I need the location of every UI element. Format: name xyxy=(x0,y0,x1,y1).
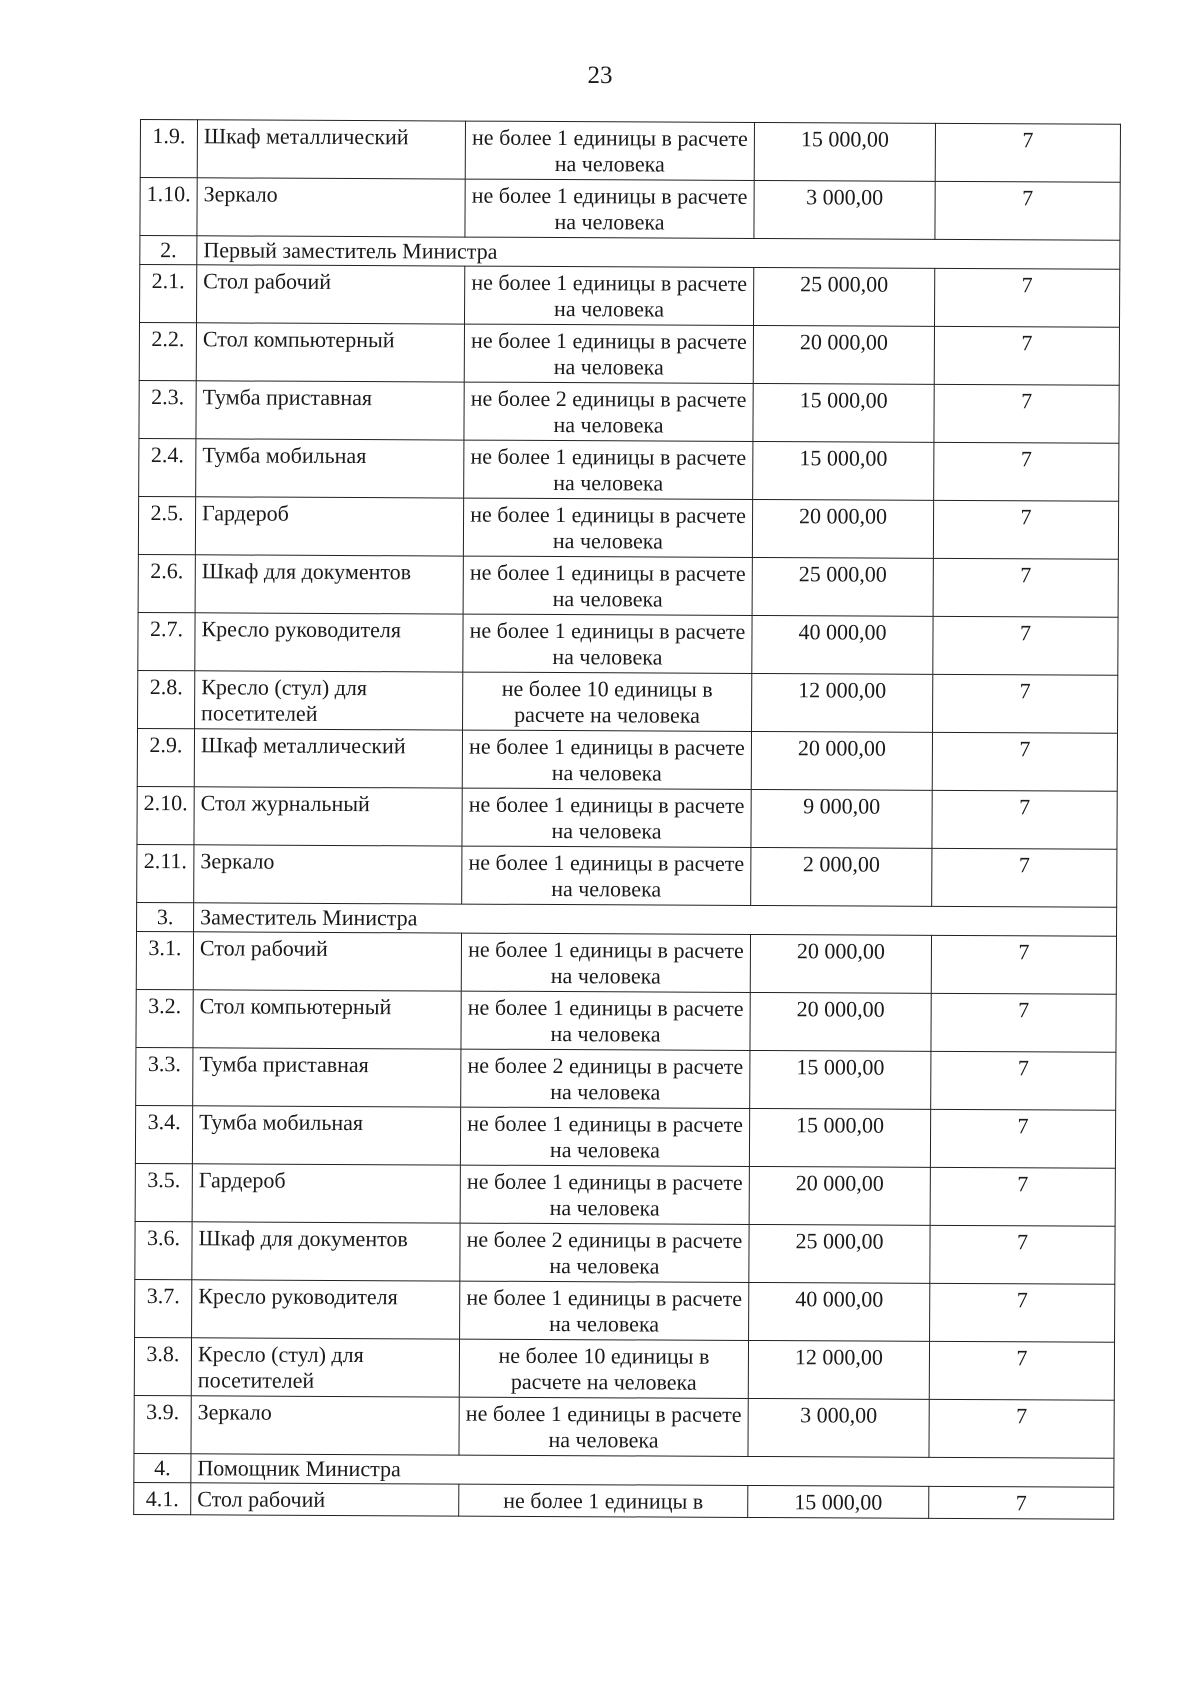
quantity-norm-cell: не более 1 единицы в расчете на человека xyxy=(459,1397,748,1456)
service-life-cell: 7 xyxy=(932,732,1117,791)
section-row xyxy=(134,1453,1114,1487)
service-life-cell: 7 xyxy=(935,123,1120,182)
row-number-cell: 3.4. xyxy=(135,1105,192,1163)
row-number-cell: 1.9. xyxy=(140,120,197,178)
table-row xyxy=(137,786,1117,849)
item-name-cell: Кресло руководителя xyxy=(192,1280,460,1339)
price-cell: 9 000,00 xyxy=(751,789,932,848)
table-row xyxy=(138,612,1118,675)
table-row xyxy=(135,1163,1115,1226)
row-number-cell: 3.5. xyxy=(135,1163,192,1221)
service-life-cell: 7 xyxy=(934,326,1119,385)
price-cell: 15 000,00 xyxy=(749,1108,930,1167)
row-number-cell: 2.2. xyxy=(139,323,196,381)
price-cell: 20 000,00 xyxy=(749,1166,930,1225)
row-number-cell: 2.4. xyxy=(139,438,196,496)
item-name-cell: Тумба мобильная xyxy=(192,1106,460,1165)
price-cell: 25 000,00 xyxy=(752,557,933,616)
row-number-cell: 3.8. xyxy=(134,1337,191,1395)
item-name-cell: Шкаф для документов xyxy=(192,1222,460,1281)
row-number-cell: 2.6. xyxy=(138,554,195,612)
section-title-cell: Помощник Министра xyxy=(191,1454,1114,1488)
table-row xyxy=(138,670,1118,733)
table-row xyxy=(138,554,1118,617)
row-number-cell: 2.9. xyxy=(137,728,194,786)
price-cell: 12 000,00 xyxy=(748,1340,929,1399)
service-life-cell: 7 xyxy=(931,935,1116,994)
quantity-norm-cell: не более 10 единицы в расчете на человека xyxy=(463,672,752,731)
service-life-cell: 7 xyxy=(934,442,1119,501)
quantity-norm-cell: не более 1 единицы в расчете на человека xyxy=(463,556,752,615)
row-number-cell: 2.7. xyxy=(138,612,195,670)
quantity-norm-cell: не более 1 единицы в расчете на человека xyxy=(465,266,754,325)
quantity-norm-cell: не более 1 единицы в расчете на человека xyxy=(461,991,750,1050)
price-cell: 3 000,00 xyxy=(754,181,935,240)
quantity-norm-cell: не более 1 единицы в расчете на человека xyxy=(465,121,754,180)
quantity-norm-cell: не более 1 единицы в расчете на человека xyxy=(461,933,750,992)
service-life-cell: 7 xyxy=(931,1051,1116,1110)
price-cell: 25 000,00 xyxy=(753,268,934,327)
quantity-norm-cell: не более 2 единицы в расчете на человека xyxy=(461,1049,750,1108)
row-number-cell: 2.10. xyxy=(137,786,194,844)
row-number-cell: 2.5. xyxy=(138,496,195,554)
service-life-cell: 7 xyxy=(933,616,1118,675)
item-name-cell: Шкаф металлический xyxy=(197,120,465,179)
row-number-cell: 3.6. xyxy=(135,1221,192,1279)
table-row xyxy=(140,265,1120,328)
row-number-cell: 2.1. xyxy=(140,265,197,323)
section-title-cell: Заместитель Министра xyxy=(194,903,1117,937)
row-number-cell: 2.8. xyxy=(138,670,195,728)
item-name-cell: Кресло руководителя xyxy=(195,613,463,672)
service-life-cell: 7 xyxy=(932,848,1117,907)
section-row xyxy=(137,902,1117,936)
price-cell: 12 000,00 xyxy=(752,673,933,732)
table-row xyxy=(136,931,1116,994)
item-name-cell: Гардероб xyxy=(192,1164,460,1223)
item-name-cell: Стол компьютерный xyxy=(193,990,461,1049)
service-life-cell: 7 xyxy=(934,268,1119,327)
service-life-cell: 7 xyxy=(930,1109,1115,1168)
quantity-norm-cell: не более 1 единицы в расчете на человека xyxy=(462,846,751,905)
price-cell: 3 000,00 xyxy=(748,1398,929,1457)
service-life-cell: 7 xyxy=(930,1225,1115,1284)
table-row xyxy=(137,728,1117,791)
page-number: 23 xyxy=(587,62,613,89)
price-cell: 15 000,00 xyxy=(753,441,934,500)
table-row xyxy=(136,989,1116,1052)
furniture-norms-table xyxy=(133,119,1121,1520)
service-life-cell: 7 xyxy=(930,1167,1115,1226)
price-cell: 20 000,00 xyxy=(753,326,934,385)
quantity-norm-cell: не более 1 единицы в xyxy=(459,1484,748,1517)
table-row xyxy=(138,496,1118,559)
table-row xyxy=(134,1337,1114,1400)
price-cell: 15 000,00 xyxy=(754,123,935,182)
row-number-cell: 3.7. xyxy=(135,1279,192,1337)
quantity-norm-cell: не более 1 единицы в расчете на человека xyxy=(464,440,753,499)
item-name-cell: Стол журнальный xyxy=(194,787,462,846)
service-life-cell: 7 xyxy=(932,790,1117,849)
row-number-cell: 4.1. xyxy=(134,1482,191,1514)
quantity-norm-cell: не более 1 единицы в расчете на человека xyxy=(463,498,752,557)
service-life-cell: 7 xyxy=(931,993,1116,1052)
table-row xyxy=(134,1482,1114,1519)
quantity-norm-cell: не более 1 единицы в расчете на человека xyxy=(462,730,751,789)
item-name-cell: Зеркало xyxy=(197,178,465,237)
quantity-norm-cell: не более 1 единицы в расчете на человека xyxy=(460,1107,749,1166)
service-life-cell: 7 xyxy=(930,1283,1115,1342)
table-body xyxy=(134,120,1121,1520)
quantity-norm-cell: не более 2 единицы в расчете на человека xyxy=(460,1223,749,1282)
table-row xyxy=(139,380,1119,443)
table-row xyxy=(139,438,1119,501)
item-name-cell: Шкаф металлический xyxy=(194,729,462,788)
table-row xyxy=(140,120,1120,183)
table-row xyxy=(139,323,1119,386)
service-life-cell: 7 xyxy=(929,1341,1114,1400)
item-name-cell: Кресло (стул) для посетителей xyxy=(191,1338,459,1397)
quantity-norm-cell: не более 1 единицы в расчете на человека xyxy=(463,614,752,673)
row-number-cell: 3.9. xyxy=(134,1395,191,1453)
quantity-norm-cell: не более 1 единицы в расчете на человека xyxy=(460,1165,749,1224)
table-row xyxy=(137,844,1117,907)
price-cell: 15 000,00 xyxy=(753,383,934,442)
item-name-cell: Стол компьютерный xyxy=(196,323,464,382)
item-name-cell: Зеркало xyxy=(191,1396,459,1455)
section-title-cell: Первый заместитель Министра xyxy=(197,236,1120,270)
quantity-norm-cell: не более 10 единицы в расчете на человека xyxy=(459,1339,748,1398)
table-row xyxy=(135,1221,1115,1284)
row-number-cell: 2.3. xyxy=(139,380,196,438)
service-life-cell: 7 xyxy=(935,181,1120,240)
quantity-norm-cell: не более 1 единицы в расчете на человека xyxy=(460,1281,749,1340)
item-name-cell: Стол рабочий xyxy=(193,932,461,991)
price-cell: 40 000,00 xyxy=(752,615,933,674)
service-life-cell: 7 xyxy=(933,500,1118,559)
row-number-cell: 2.11. xyxy=(137,844,194,902)
row-number-cell: 3.3. xyxy=(136,1047,193,1105)
price-cell: 20 000,00 xyxy=(750,992,931,1051)
item-name-cell: Тумба мобильная xyxy=(196,439,464,498)
quantity-norm-cell: не более 1 единицы в расчете на человека xyxy=(462,788,751,847)
row-number-cell: 4. xyxy=(134,1453,191,1482)
price-cell: 15 000,00 xyxy=(750,1050,931,1109)
item-name-cell: Тумба приставная xyxy=(193,1048,461,1107)
service-life-cell: 7 xyxy=(933,674,1118,733)
item-name-cell: Стол рабочий xyxy=(191,1483,459,1516)
price-cell: 15 000,00 xyxy=(748,1485,929,1518)
quantity-norm-cell: не более 2 единицы в расчете на человека xyxy=(464,382,753,441)
item-name-cell: Стол рабочий xyxy=(197,265,465,324)
price-cell: 20 000,00 xyxy=(751,731,932,790)
service-life-cell: 7 xyxy=(933,558,1118,617)
item-name-cell: Гардероб xyxy=(195,497,463,556)
price-cell: 40 000,00 xyxy=(749,1282,930,1341)
service-life-cell: 7 xyxy=(929,1486,1114,1519)
row-number-cell: 1.10. xyxy=(140,178,197,236)
table-row xyxy=(135,1279,1115,1342)
item-name-cell: Кресло (стул) для посетителей xyxy=(195,671,463,730)
item-name-cell: Шкаф для документов xyxy=(195,555,463,614)
price-cell: 2 000,00 xyxy=(751,847,932,906)
row-number-cell: 3. xyxy=(137,902,194,931)
table-row xyxy=(140,178,1120,241)
service-life-cell: 7 xyxy=(934,384,1119,443)
row-number-cell: 3.2. xyxy=(136,989,193,1047)
item-name-cell: Зеркало xyxy=(194,845,462,904)
service-life-cell: 7 xyxy=(929,1399,1114,1458)
section-row xyxy=(140,236,1120,270)
price-cell: 20 000,00 xyxy=(752,499,933,558)
price-cell: 20 000,00 xyxy=(750,934,931,993)
table-row xyxy=(135,1105,1115,1168)
table-row xyxy=(134,1395,1114,1458)
quantity-norm-cell: не более 1 единицы в расчете на человека xyxy=(465,179,754,238)
table-row xyxy=(136,1047,1116,1110)
row-number-cell: 2. xyxy=(140,236,197,265)
row-number-cell: 3.1. xyxy=(136,931,193,989)
price-cell: 25 000,00 xyxy=(749,1224,930,1283)
quantity-norm-cell: не более 1 единицы в расчете на человека xyxy=(464,324,753,383)
item-name-cell: Тумба приставная xyxy=(196,381,464,440)
